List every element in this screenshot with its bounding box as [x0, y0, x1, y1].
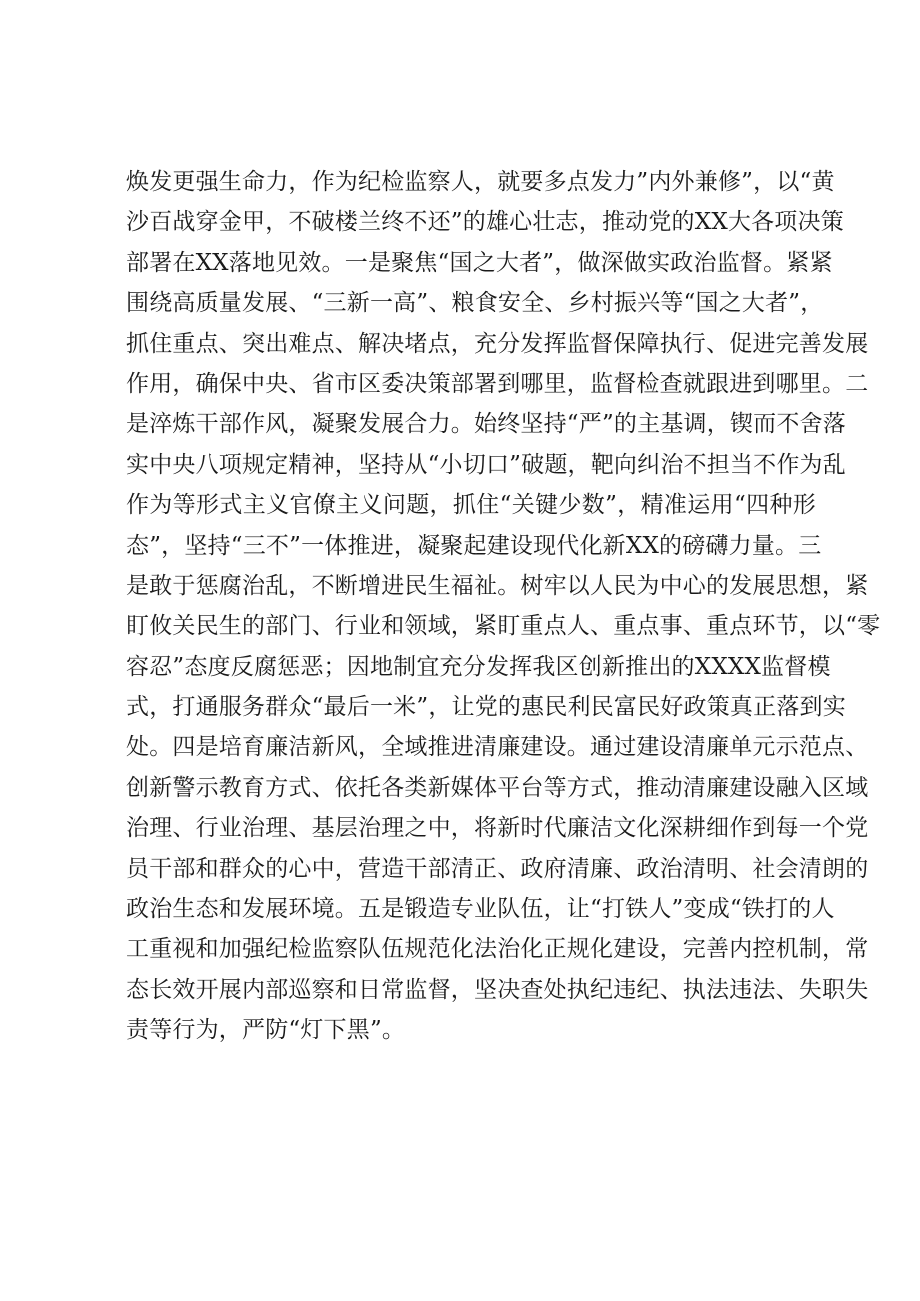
paragraph-line: 创新警示教育方式、依托各类新媒体平台等方式，推动清廉建设融入区域 [126, 774, 869, 801]
paragraph-line: 容忍”态度反腐惩恶；因地制宜充分发挥我区创新推出的XXXX监督模 [126, 653, 831, 680]
paragraph-line: 态长效开展内部巡察和日常监督，坚决查处执纪违纪、执法违法、失职失 [126, 976, 869, 1003]
paragraph-line: 式，打通服务群众“最后一米”，让党的惠民利民富民好政策真正落到实 [126, 694, 846, 721]
paragraph-line: 处。四是培育廉洁新风，全域推进清廉建设。通过建设清廉单元示范点、 [126, 734, 869, 761]
paragraph-line: 工重视和加强纪检监察队伍规范化法治化正规化建设，完善内控机制，常 [126, 936, 869, 963]
paragraph-line: 作为等形式主义官僚主义问题，抓住“关键少数”，精准运用“四种形 [126, 492, 816, 519]
paragraph-line: 员干部和群众的心中，营造干部清正、政府清廉、政治清明、社会清朗的 [126, 855, 869, 882]
paragraph-line: 责等行为，严防“灯下黑”。 [126, 1017, 406, 1044]
paragraph-line: 是淬炼干部作风，凝聚发展合力。始终坚持“严”的主基调，锲而不舍落 [126, 411, 846, 438]
paragraph-line: 政治生态和发展环境。五是锻造专业队伍，让“打铁人”变成“铁打的人 [126, 896, 835, 923]
body-paragraph [126, 162, 881, 1051]
paragraph-line: 治理、行业治理、基层治理之中，将新时代廉洁文化深耕细作到每一个党 [126, 815, 869, 842]
paragraph-line: 围绕高质量发展、“三新一高”、粮食安全、乡村振兴等“国之大者”， [126, 290, 824, 317]
paragraph-line: 态”，坚持“三不”一体推进，凝聚起建设现代化新XX的磅礴力量。三 [126, 532, 822, 559]
paragraph-line: 是敢于惩腐治乱，不断增进民生福祉。树牢以人民为中心的发展思想，紧 [126, 572, 869, 599]
paragraph-line: 作用，确保中央、省市区委决策部署到哪里，监督检查就跟进到哪里。二 [126, 370, 869, 397]
paragraph-line: 实中央八项规定精神，坚持从“小切口”破题，靶向纠治不担当不作为乱 [126, 451, 846, 478]
paragraph-line: 部署在XX落地见效。一是聚焦“国之大者”，做深做实政治监督。紧紧 [126, 249, 833, 276]
paragraph-line: 抓住重点、突出难点、解决堵点，充分发挥监督保障执行、促进完善发展 [126, 330, 869, 357]
paragraph-line: 焕发更强生命力，作为纪检监察人，就要多点发力”内外兼修”，以“黄 [126, 169, 835, 195]
paragraph-line: 盯攸关民生的部门、行业和领域，紧盯重点人、重点事、重点环节，以“零 [126, 613, 881, 640]
paragraph-line: 沙百战穿金甲，不破楼兰终不还”的雄心壮志，推动党的XX大各项决策 [126, 209, 844, 236]
